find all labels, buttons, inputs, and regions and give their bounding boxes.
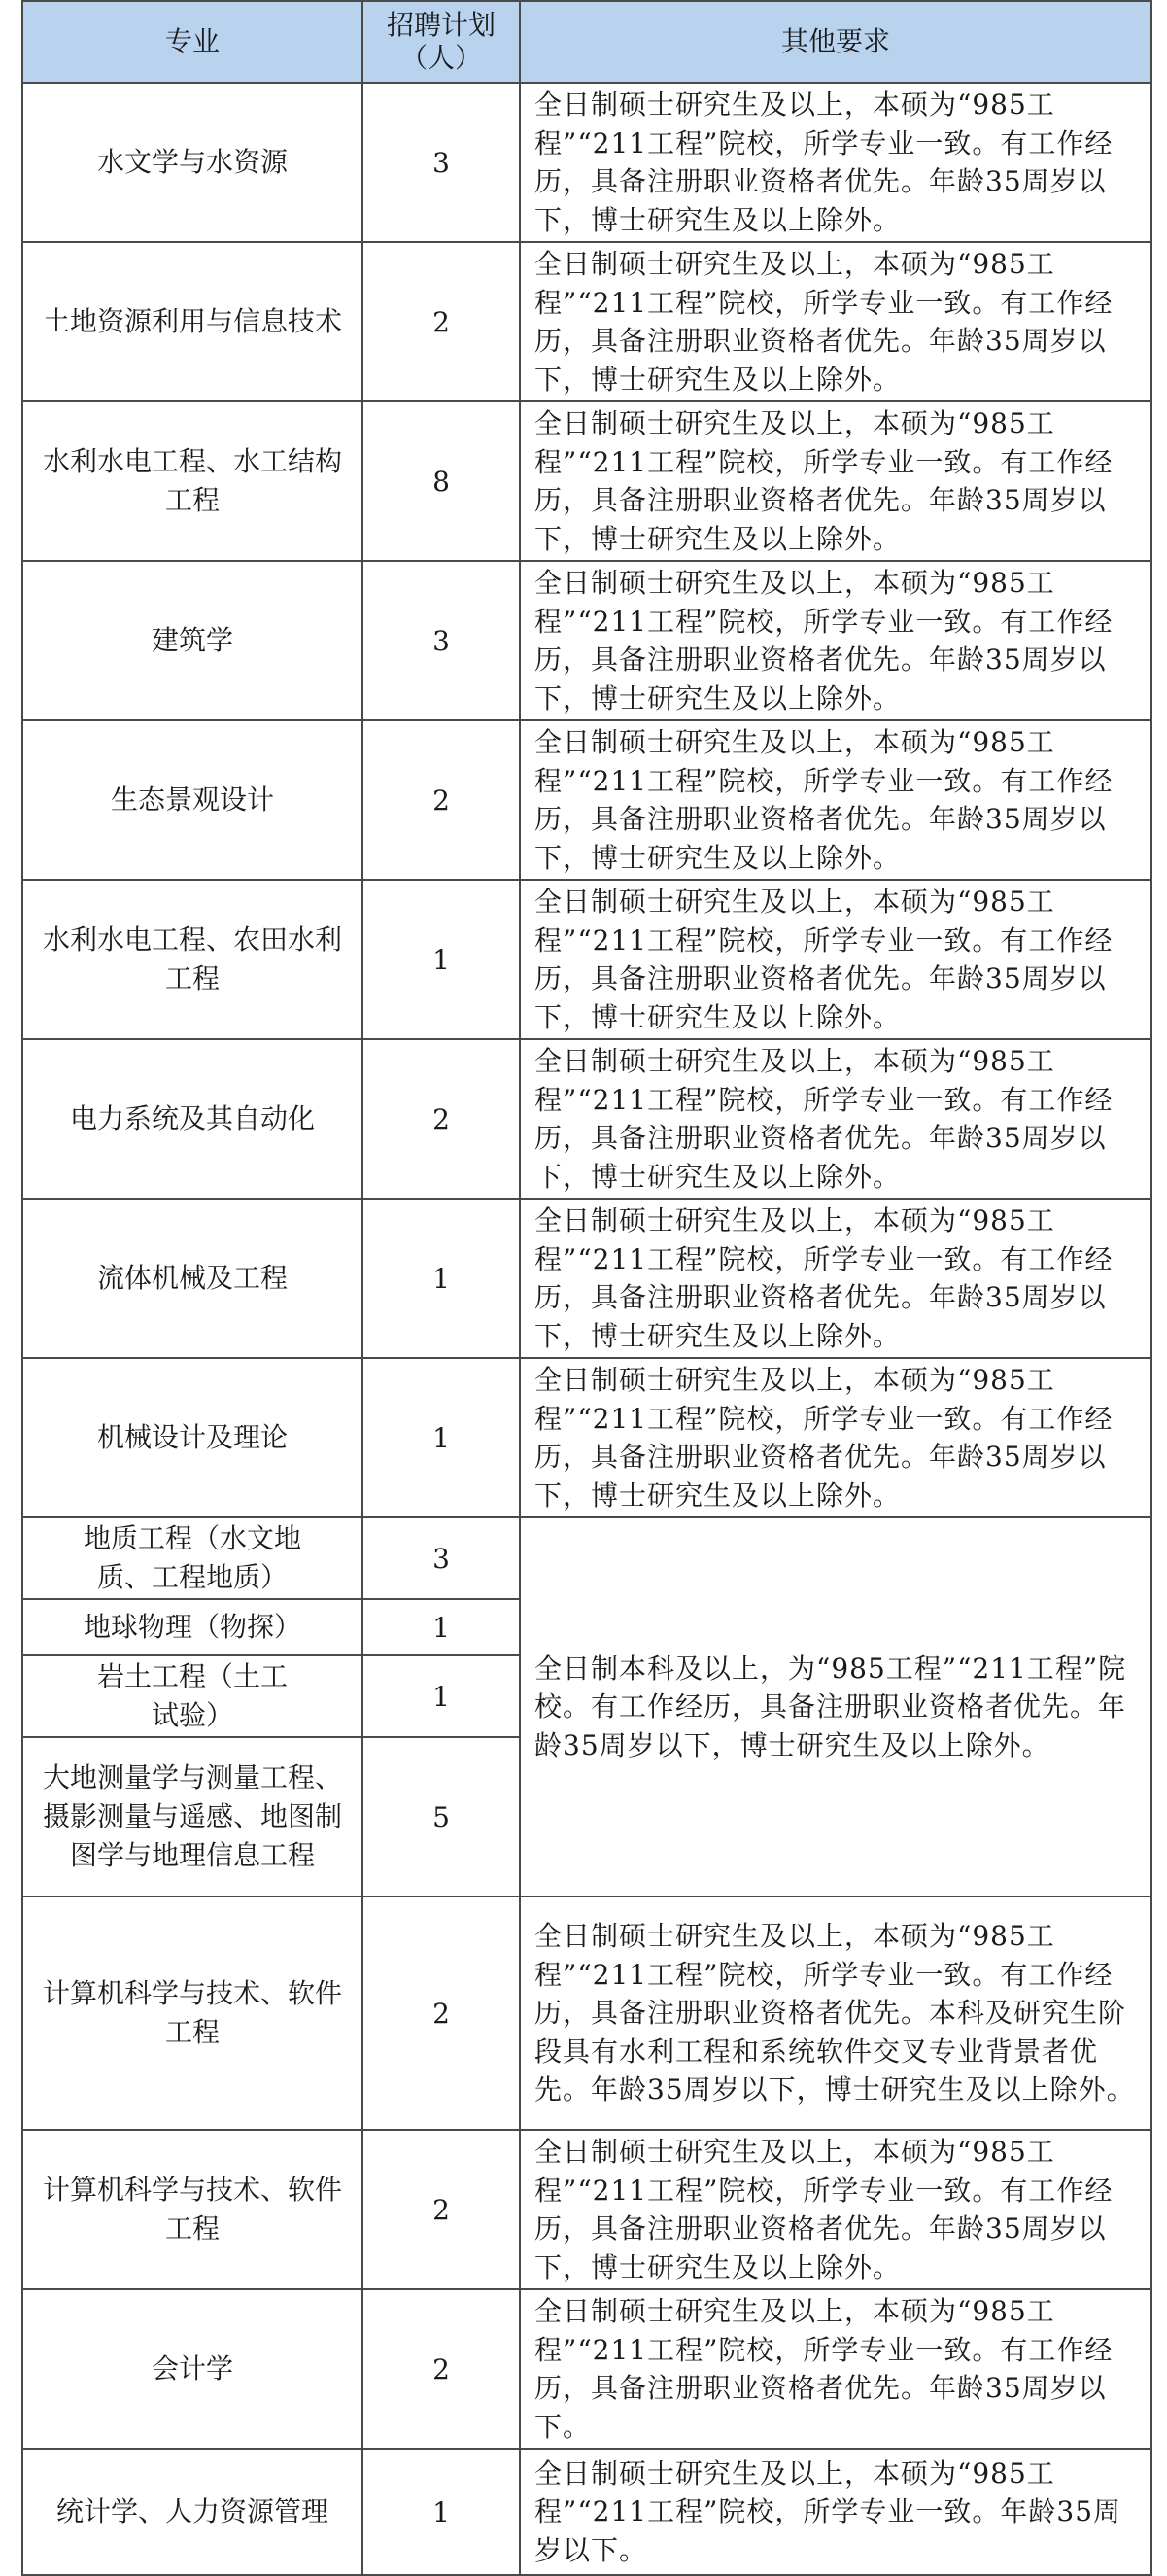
- header-plan: 招聘计划（人）: [362, 1, 520, 83]
- count-cell: 1: [362, 1655, 520, 1737]
- count-cell: 1: [362, 1358, 520, 1517]
- table-row: [22, 561, 1151, 720]
- major-cell: 电力系统及其自动化: [22, 1039, 362, 1199]
- count-cell: 2: [362, 720, 520, 880]
- count-cell: 3: [362, 83, 520, 242]
- major-cell: 水利水电工程、农田水利工程: [22, 880, 362, 1039]
- requirement-cell: 全日制硕士研究生及以上，本硕为“985工程”“211工程”院校，所学专业一致。有工作经历，具备注册职业资格者优先。年龄35周岁以下，博士研究生及以上除外。: [520, 720, 1151, 880]
- table-row: [22, 2289, 1151, 2449]
- major-cell: 统计学、人力资源管理: [22, 2449, 362, 2575]
- table-row: [22, 2449, 1151, 2575]
- major-cell: 机械设计及理论: [22, 1358, 362, 1517]
- table-row: [22, 1039, 1151, 1199]
- major-cell: 大地测量学与测量工程、摄影测量与遥感、地图制图学与地理信息工程: [22, 1737, 362, 1897]
- major-cell: 地球物理（物探）: [22, 1599, 362, 1655]
- major-cell: 计算机科学与技术、软件工程: [22, 1897, 362, 2130]
- count-cell: 5: [362, 1737, 520, 1897]
- table-row: [22, 242, 1151, 401]
- count-cell: 2: [362, 2130, 520, 2289]
- major-cell: 水利水电工程、水工结构工程: [22, 401, 362, 561]
- table-row: [22, 1897, 1151, 2130]
- table-row: [22, 401, 1151, 561]
- count-cell: 2: [362, 242, 520, 401]
- count-cell: 1: [362, 1599, 520, 1655]
- table-row: [22, 2130, 1151, 2289]
- table-row: [22, 1358, 1151, 1517]
- major-cell: 岩土工程（土工试验）: [22, 1655, 362, 1737]
- requirement-cell: 全日制硕士研究生及以上，本硕为“985工程”“211工程”院校，所学专业一致。有工作经历，具备注册职业资格者优先。年龄35周岁以下，博士研究生及以上除外。: [520, 561, 1151, 720]
- requirement-cell: 全日制硕士研究生及以上，本硕为“985工程”“211工程”院校，所学专业一致。有工作经历，具备注册职业资格者优先。年龄35周岁以下，博士研究生及以上除外。: [520, 1358, 1151, 1517]
- count-cell: 2: [362, 1039, 520, 1199]
- requirement-cell: 全日制硕士研究生及以上，本硕为“985工程”“211工程”院校，所学专业一致。有工作经历，具备注册职业资格者优先。年龄35周岁以下，博士研究生及以上除外。: [520, 2130, 1151, 2289]
- major-cell: 生态景观设计: [22, 720, 362, 880]
- count-cell: 2: [362, 1897, 520, 2130]
- count-cell: 1: [362, 1199, 520, 1358]
- major-cell: 计算机科学与技术、软件工程: [22, 2130, 362, 2289]
- table-row: [22, 720, 1151, 880]
- major-cell: 流体机械及工程: [22, 1199, 362, 1358]
- major-cell: 地质工程（水文地质、工程地质）: [22, 1517, 362, 1599]
- requirement-cell: 全日制硕士研究生及以上，本硕为“985工程”“211工程”院校，所学专业一致。有工作经历，具备注册职业资格者优先。本科及研究生阶段具有水利工程和系统软件交叉专业背景者优先。年龄35周岁以下，博士研究生及以上除外。: [520, 1897, 1151, 2130]
- table-row: [22, 1517, 1151, 1599]
- table-row: [22, 83, 1151, 242]
- requirement-cell: 全日制硕士研究生及以上，本硕为“985工程”“211工程”院校，所学专业一致。有工作经历，具备注册职业资格者优先。年龄35周岁以下，博士研究生及以上除外。: [520, 242, 1151, 401]
- count-cell: 3: [362, 561, 520, 720]
- major-cell: 会计学: [22, 2289, 362, 2449]
- recruitment-table-page: [21, 0, 1150, 2566]
- count-cell: 1: [362, 2449, 520, 2575]
- header-row: [22, 1, 1151, 83]
- header-requirements: 其他要求: [520, 1, 1151, 83]
- requirement-cell: 全日制硕士研究生及以上，本硕为“985工程”“211工程”院校，所学专业一致。年龄35周岁以下。: [520, 2449, 1151, 2575]
- header-major: 专业: [22, 1, 362, 83]
- requirement-cell: 全日制硕士研究生及以上，本硕为“985工程”“211工程”院校，所学专业一致。有工作经历，具备注册职业资格者优先。年龄35周岁以下。: [520, 2289, 1151, 2449]
- count-cell: 2: [362, 2289, 520, 2449]
- count-cell: 8: [362, 401, 520, 561]
- merged-requirement-cell: 全日制本科及以上，为“985工程”“211工程”院校。有工作经历，具备注册职业资格者优先。年龄35周岁以下，博士研究生及以上除外。: [520, 1517, 1151, 1897]
- major-cell: 水文学与水资源: [22, 83, 362, 242]
- major-cell: 土地资源利用与信息技术: [22, 242, 362, 401]
- count-cell: 1: [362, 880, 520, 1039]
- requirement-cell: 全日制硕士研究生及以上，本硕为“985工程”“211工程”院校，所学专业一致。有工作经历，具备注册职业资格者优先。年龄35周岁以下，博士研究生及以上除外。: [520, 880, 1151, 1039]
- major-cell: 建筑学: [22, 561, 362, 720]
- table-row: [22, 1199, 1151, 1358]
- requirement-cell: 全日制硕士研究生及以上，本硕为“985工程”“211工程”院校，所学专业一致。有工作经历，具备注册职业资格者优先。年龄35周岁以下，博士研究生及以上除外。: [520, 1199, 1151, 1358]
- table-row: [22, 880, 1151, 1039]
- requirement-cell: 全日制硕士研究生及以上，本硕为“985工程”“211工程”院校，所学专业一致。有工作经历，具备注册职业资格者优先。年龄35周岁以下，博士研究生及以上除外。: [520, 401, 1151, 561]
- count-cell: 3: [362, 1517, 520, 1599]
- recruitment-table: [21, 0, 1152, 2576]
- requirement-cell: 全日制硕士研究生及以上，本硕为“985工程”“211工程”院校，所学专业一致。有工作经历，具备注册职业资格者优先。年龄35周岁以下，博士研究生及以上除外。: [520, 83, 1151, 242]
- requirement-cell: 全日制硕士研究生及以上，本硕为“985工程”“211工程”院校，所学专业一致。有工作经历，具备注册职业资格者优先。年龄35周岁以下，博士研究生及以上除外。: [520, 1039, 1151, 1199]
